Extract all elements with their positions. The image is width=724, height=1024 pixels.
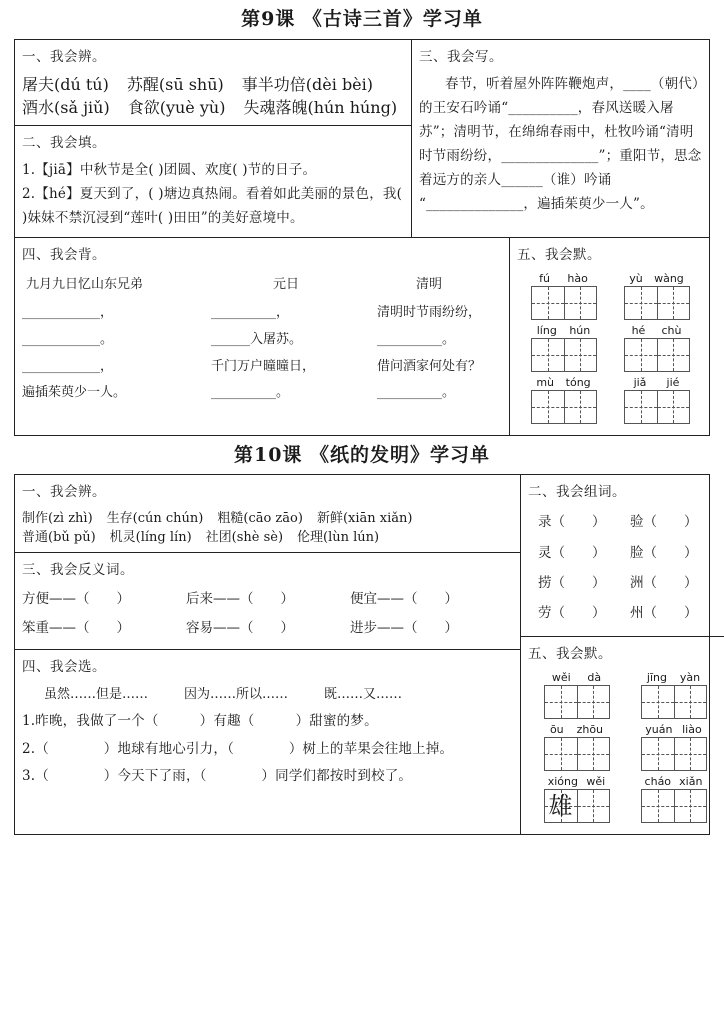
mo-pinyin-syllable: zhōu: [576, 722, 604, 736]
mo-pinyin-syllable: jīng: [646, 670, 667, 684]
fanyici-item[interactable]: 容易——（ ）: [186, 619, 294, 636]
tianzige-cell[interactable]: [657, 391, 689, 423]
left-column: [15, 40, 411, 237]
mo-pinyin: [624, 376, 690, 389]
xie-body[interactable]: 春节，听着屋外阵阵鞭炮声，____（朝代）的王安石吟诵“__________，春风送暖入屠苏”；清明节，在绵绵春雨中，杜牧吟诵“清明时节雨纷纷，______________”；重阳节，思念着远方的亲人______（谁）吟诵“______________，遍插茱萸少一人”。: [419, 75, 702, 212]
section-bei-lesson-9: [15, 238, 509, 435]
mo-grid-item[interactable]: [624, 376, 690, 424]
bian-item: 粗糙(cāo zāo): [217, 511, 303, 527]
bei-poem-line[interactable]: ______入屠苏。: [211, 331, 303, 347]
tianzige-cell[interactable]: [577, 686, 609, 718]
zuci-item[interactable]: 验（ ）: [630, 514, 698, 531]
section-mo-lesson-10: [521, 636, 724, 834]
mo-grid-item[interactable]: [544, 723, 610, 771]
tianzige-cell[interactable]: [625, 287, 657, 319]
mo-grid-item[interactable]: [531, 376, 597, 424]
page-title-lesson-9: 第9课 《古诗三首》学习单: [241, 8, 483, 30]
fanyici-row: [22, 585, 514, 613]
tianzige-cell[interactable]: [545, 686, 577, 718]
section-mo-lesson-9: [509, 238, 709, 435]
fanyici-row: [22, 614, 514, 642]
tianzige-cell[interactable]: [564, 391, 596, 423]
mo-grid-item[interactable]: [641, 723, 707, 771]
section-heading-xie: 三、我会写。: [419, 48, 503, 65]
tianzige-cell[interactable]: [564, 287, 596, 319]
fanyici-item[interactable]: 进步——（ ）: [350, 619, 458, 636]
section-heading-bian: 一、我会辨。: [22, 484, 106, 501]
mo-pinyin-syllable: jiǎ: [633, 375, 647, 389]
mo-grid-group: [517, 270, 703, 424]
section-heading-mo: 五、我会默。: [517, 246, 601, 263]
fanyici-item[interactable]: 后来——（ ）: [186, 591, 294, 608]
mo-grid-item[interactable]: [531, 324, 597, 372]
section-xie-lesson-9: [412, 40, 709, 237]
bei-poem-column: [22, 272, 207, 407]
mo-pinyin-syllable: wěi: [586, 774, 606, 788]
zuci-item[interactable]: 灵（ ）: [538, 544, 606, 561]
mo-pinyin-syllable: cháo: [644, 774, 672, 788]
tianzige-cell[interactable]: [625, 391, 657, 423]
tianzige-cell[interactable]: [532, 391, 564, 423]
mo-pinyin: [624, 324, 690, 337]
tianzige-cell[interactable]: [625, 339, 657, 371]
right-column: [411, 40, 709, 237]
section-heading-tian: 二、我会填。: [22, 134, 106, 151]
tianzige-cell[interactable]: [642, 738, 674, 770]
left-column: [15, 475, 520, 833]
tianzige-cell[interactable]: [545, 790, 577, 822]
tianzige-cell[interactable]: [564, 339, 596, 371]
tianzige-cell[interactable]: [532, 339, 564, 371]
mo-pinyin-syllable: dà: [587, 670, 602, 684]
section-heading-bei: 四、我会背。: [22, 246, 106, 263]
right-column: [520, 475, 724, 833]
section-heading-xuan: 四、我会选。: [22, 658, 106, 675]
tianzige-cell[interactable]: [657, 287, 689, 319]
mo-pinyin: [641, 775, 707, 788]
worksheet-table-lesson-9: [14, 39, 710, 238]
section-bian-lesson-9: [15, 40, 411, 125]
bei-poem-title: 元日: [272, 276, 299, 292]
xuan-option-list: [22, 682, 514, 708]
mo-grid-item[interactable]: [624, 324, 690, 372]
mo-grid-row: [517, 272, 703, 320]
bian-item: 失魂落魄(hún húng): [243, 97, 398, 117]
tianzige[interactable]: [544, 737, 610, 771]
bian-row-2: [22, 526, 514, 545]
mo-grid-row: [528, 671, 722, 719]
bei-poem-title: 清明: [416, 276, 443, 292]
mo-grid-item[interactable]: [531, 272, 597, 320]
mo-pinyin: [531, 324, 597, 337]
mo-pinyin: [544, 723, 610, 736]
section-fanyici-lesson-10: [15, 552, 520, 649]
section-tian-lesson-9: [15, 125, 411, 237]
mo-grid-row: [517, 376, 703, 424]
zuci-row: [528, 538, 722, 568]
bei-poem-line[interactable]: __________。: [377, 385, 456, 401]
bian-item: 社团(shè sè): [205, 530, 284, 546]
mo-pinyin: [624, 272, 690, 285]
worksheet-page-lesson-10: [0, 436, 724, 835]
mo-pinyin-syllable: xiǎn: [679, 774, 703, 788]
mo-pinyin-syllable: ōu: [549, 722, 564, 736]
tianzige[interactable]: [544, 789, 610, 823]
mo-grid-item[interactable]: [641, 775, 707, 823]
mo-grid-row: [517, 324, 703, 372]
mo-pinyin-syllable: liào: [682, 722, 702, 736]
bian-row-1: [22, 507, 514, 526]
bian-item: 普通(bǔ pǔ): [22, 530, 96, 546]
tianzige[interactable]: [531, 338, 597, 372]
zuci-row: [528, 568, 722, 598]
zuci-item[interactable]: 洲（ ）: [630, 575, 698, 592]
mo-pinyin-syllable: fú: [539, 271, 551, 285]
bei-columns: [22, 270, 503, 407]
tianzige-cell[interactable]: [657, 339, 689, 371]
zuci-item[interactable]: 州（ ）: [630, 605, 698, 622]
bei-poem-line[interactable]: ____________，: [22, 305, 114, 321]
tianzige[interactable]: [544, 685, 610, 719]
bian-item: 屠夫(dú tú): [22, 74, 109, 94]
tianzige-cell[interactable]: [642, 790, 674, 822]
bei-poem-line: 遍插茱萸少一人。: [22, 385, 127, 401]
zuci-item[interactable]: 录（ ）: [538, 514, 606, 531]
section-heading-zuci: 二、我会组词。: [528, 484, 626, 501]
mo-pinyin-syllable: chù: [661, 323, 682, 337]
xuan-item[interactable]: 2.（ ）地球有地心引力，（ ）树上的苹果会往地上掉。: [22, 740, 454, 757]
bian-item: 制作(zì zhì): [22, 511, 93, 527]
mo-pinyin: [544, 775, 610, 788]
mo-pinyin: [531, 272, 597, 285]
tianzige-cell[interactable]: [577, 738, 609, 770]
bian-row-2: [22, 95, 405, 118]
fanyici-item[interactable]: 便宜——（ ）: [350, 591, 458, 608]
xuan-option: 虽然……但是……: [44, 686, 149, 702]
mo-grid-item[interactable]: [544, 775, 610, 823]
bei-poem-column: [207, 272, 361, 407]
bei-poem-line: 千门万户曈曈日，: [211, 358, 316, 374]
mo-grid-item[interactable]: [544, 671, 610, 719]
bian-item: 苏醒(sū shū): [126, 74, 224, 94]
bei-poem-line[interactable]: ____________，: [22, 358, 114, 374]
page-title-lesson-10: 第10课 《纸的发明》学习单: [233, 443, 491, 466]
section-xuan-lesson-10: [15, 649, 520, 801]
worksheet-table-lesson-10: [14, 474, 710, 834]
bian-item: 机灵(líng lín): [109, 530, 192, 546]
tianzige-cell[interactable]: [642, 686, 674, 718]
bei-poem-line[interactable]: __________。: [377, 331, 456, 347]
zuci-item[interactable]: 捞（ ）: [538, 575, 606, 592]
tianzige[interactable]: [624, 338, 690, 372]
zuci-row: [528, 507, 722, 537]
tianzige[interactable]: [624, 286, 690, 320]
tianzige[interactable]: [641, 685, 707, 719]
xuan-option: 既……又……: [324, 686, 403, 702]
zuci-row: [528, 598, 722, 628]
tianzige-cell[interactable]: [674, 790, 706, 822]
tianzige[interactable]: [641, 737, 707, 771]
section-heading-mo: 五、我会默。: [528, 645, 612, 662]
bei-poem-title: 九月九日忆山东兄弟: [26, 276, 144, 292]
mo-pinyin-syllable: wěi: [551, 670, 571, 684]
tianzige-cell[interactable]: [532, 287, 564, 319]
bian-item: 酒水(sǎ jiǔ): [22, 97, 110, 117]
mo-pinyin-syllable: yuán: [645, 722, 673, 736]
mo-pinyin-syllable: jié: [666, 375, 680, 389]
xuan-item[interactable]: 1.昨晚，我做了一个（ ）有趣（ ）甜蜜的梦。: [22, 712, 378, 729]
section-zuci-lesson-10: [521, 475, 724, 635]
bei-poem-line: 借问酒家何处有？: [377, 358, 482, 374]
mo-pinyin-syllable: tóng: [565, 375, 591, 389]
mo-pinyin-syllable: hé: [631, 323, 646, 337]
xuan-option: 因为……所以……: [184, 686, 289, 702]
tian-item[interactable]: 2.【hé】夏天到了，( )塘边真热闹。看着如此美丽的景色，我( )妹妹不禁沉浸到“莲叶( )田田”的美好意境中。: [22, 185, 403, 226]
fanyici-item[interactable]: 方便——（ ）: [22, 591, 130, 608]
mo-grid-item[interactable]: [624, 272, 690, 320]
tianzige-cell[interactable]: [674, 686, 706, 718]
mo-pinyin: [544, 671, 610, 684]
bian-item: 伦理(lùn lún): [297, 530, 380, 546]
bei-poem-line: 清明时节雨纷纷，: [377, 305, 482, 321]
bei-poem-line[interactable]: __________。: [211, 385, 290, 401]
mo-pinyin: [641, 723, 707, 736]
tianzige-char-filled: 雄: [548, 791, 573, 820]
tianzige[interactable]: [531, 286, 597, 320]
bei-poem-line[interactable]: __________，: [211, 305, 290, 321]
bei-poem-line[interactable]: ____________。: [22, 331, 114, 347]
worksheet-table-lesson-9-lower: [14, 238, 710, 436]
zuci-item[interactable]: 劳（ ）: [538, 605, 606, 622]
mo-pinyin: [641, 671, 707, 684]
tianzige-cell[interactable]: [545, 738, 577, 770]
tianzige[interactable]: [641, 789, 707, 823]
fanyici-item[interactable]: 笨重——（ ）: [22, 619, 130, 636]
mo-pinyin-syllable: xióng: [547, 774, 578, 788]
mo-grid-item[interactable]: [641, 671, 707, 719]
mo-grid-row: [528, 775, 722, 823]
tianzige-cell[interactable]: [674, 738, 706, 770]
worksheet-page-lesson-9: [0, 0, 724, 436]
tianzige-cell[interactable]: [577, 790, 609, 822]
tian-item[interactable]: 1.【jiā】中秋节是全( )团圆、欢度( )节的日子。: [22, 161, 317, 178]
mo-pinyin-syllable: yàn: [679, 670, 701, 684]
tianzige[interactable]: [624, 390, 690, 424]
mo-pinyin-syllable: líng: [536, 323, 557, 337]
mo-pinyin-syllable: mù: [536, 375, 555, 389]
zuci-item[interactable]: 脸（ ）: [630, 544, 698, 561]
section-bian-lesson-10: [15, 475, 520, 552]
bian-item: 事半功倍(dèi bèi): [241, 74, 374, 94]
mo-pinyin-syllable: wàng: [654, 271, 684, 285]
bei-poem-column: [361, 272, 481, 407]
mo-pinyin: [531, 376, 597, 389]
bian-item: 新鲜(xiān xiǎn): [316, 511, 413, 527]
mo-pinyin-syllable: hún: [569, 323, 591, 337]
mo-pinyin-syllable: hào: [567, 271, 588, 285]
mo-grid-group: [528, 669, 722, 823]
bian-row-1: [22, 72, 405, 95]
mo-pinyin-syllable: yù: [629, 271, 643, 285]
bian-item: 生存(cún chún): [106, 511, 204, 527]
bian-item: 食欲(yuè yù): [127, 97, 226, 117]
section-heading-fanyici: 三、我会反义词。: [22, 562, 134, 579]
xuan-item[interactable]: 3.（ ）今天下了雨，（ ）同学们都按时到校了。: [22, 768, 413, 785]
mo-grid-row: [528, 723, 722, 771]
section-heading-bian: 一、我会辨。: [22, 48, 106, 65]
tianzige[interactable]: [531, 390, 597, 424]
